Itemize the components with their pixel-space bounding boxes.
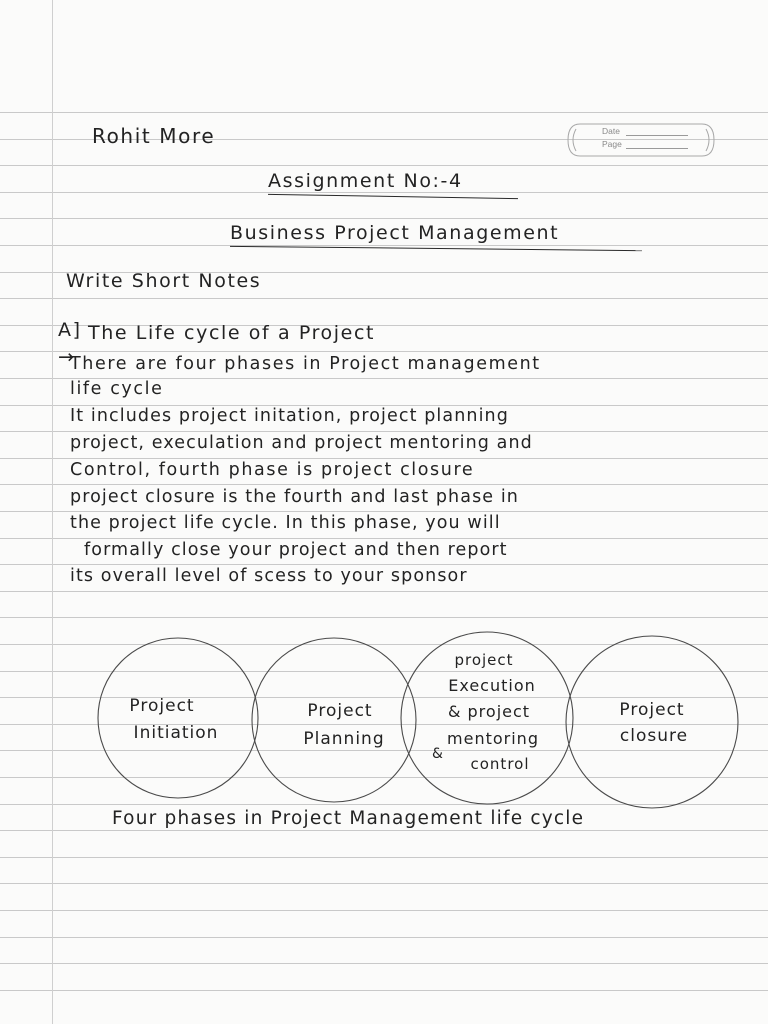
phase-label: & project [447,702,531,721]
assignment-title: Assignment No:-4 [268,170,463,192]
diagram-caption: Four phases in Project Management life cycle [112,808,585,829]
question-marker: A] [58,319,82,341]
page-label: Page [602,139,622,149]
date-label: Date [602,126,620,136]
question-title: The Life cycle of a Project [88,322,376,344]
instruction: Write Short Notes [66,270,262,292]
phase-label: Execution [448,676,536,695]
student-name: Rohit More [92,124,216,148]
phase-circle-initiation [98,638,258,798]
subject-title: Business Project Management [230,222,560,244]
answer-line: There are four phases in Project management [70,354,541,374]
phase-label: Planning [303,729,385,749]
phase-label: control [470,755,530,773]
answer-line: project closure is the fourth and last phase in [70,487,519,507]
phase-label: Initiation [133,723,219,743]
phase-label: closure [619,726,689,746]
answer-line: It includes project initation, project planning [70,406,509,426]
phase-circle-closure [566,636,738,808]
answer-line: project, execulation and project mentoring and [70,433,533,453]
answer-line: formally close your project and then report [84,540,508,560]
phase-label: & [432,746,444,762]
arrow-icon: → [58,346,76,368]
answer-line: life cycle [70,379,164,399]
phase-label: Project [129,696,195,716]
answer-line: its overall level of scess to your sponsor [70,566,468,586]
phase-label: Project [307,701,373,721]
phase-label: mentoring [447,729,539,748]
answer-line: Control, fourth phase is project closure [70,460,475,480]
phase-label: project [454,651,514,669]
answer-line: the project life cycle. In this phase, you will [70,513,501,533]
phase-label: Project [619,700,685,720]
